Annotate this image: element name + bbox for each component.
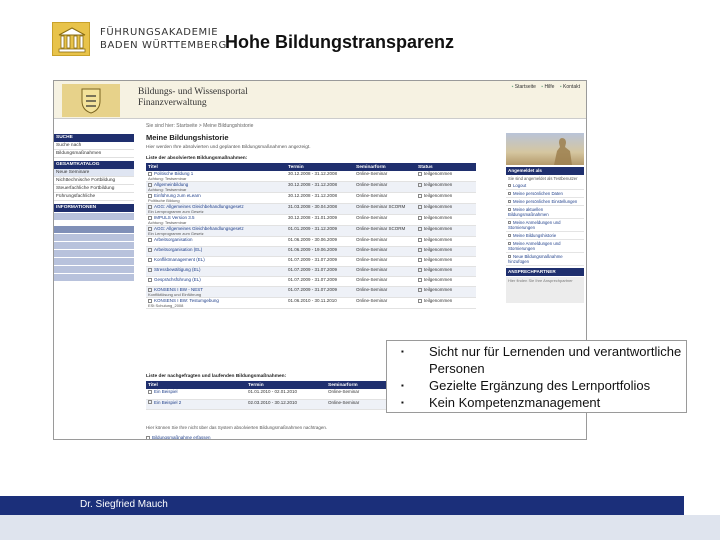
nav-placeholder — [54, 213, 134, 220]
cell-form: Online-Seminar — [326, 389, 406, 399]
course-title-link[interactable]: Stressbewältigung (EL) — [154, 267, 201, 272]
building-icon — [52, 22, 90, 56]
table-row[interactable] — [146, 298, 476, 309]
cell-term: 01.07.2009 - 31.07.2009 — [286, 287, 354, 298]
column-header-term[interactable]: Termin — [286, 163, 354, 171]
cell-status — [416, 226, 476, 237]
cell-status — [416, 182, 476, 193]
cell-term: 01.06.2009 - 30.06.2009 — [286, 237, 354, 247]
sidebar-link[interactable] — [506, 206, 584, 219]
sidebar-link[interactable] — [506, 190, 584, 198]
course-subtitle: Achtung: Testseminar — [148, 187, 187, 192]
cell-term: 01.01.2009 - 31.12.2009 — [286, 226, 354, 237]
status-icon — [418, 299, 422, 303]
course-title-link[interactable]: Einführung zum eLearn — [154, 193, 201, 198]
status-label: teilgenommen — [424, 277, 453, 282]
status-label: teilgenommen — [424, 215, 453, 220]
slide-title: Hohe Bildungstransparenz — [225, 32, 455, 52]
footnote: Hier können Sie Ihre nicht über das System absolvierten Bildungsmaßnahmen nachtragen. — [146, 425, 328, 430]
column-header-term[interactable]: Termin — [246, 381, 326, 389]
course-title-link[interactable]: KONSENS I BW - NEST — [154, 287, 204, 292]
document-icon — [148, 238, 152, 242]
completed-courses-table — [146, 163, 476, 309]
status-label: teilgenommen — [424, 171, 453, 176]
cell-title — [146, 226, 286, 237]
portal-header — [54, 81, 586, 119]
arrow-icon — [508, 192, 511, 195]
portal-title-line-2: Finanzverwaltung — [138, 98, 207, 108]
cell-title — [146, 204, 286, 215]
sidebar-link-label: Meine persönlichen Daten — [513, 191, 563, 196]
status-label: teilgenommen — [424, 182, 453, 187]
cell-status — [416, 204, 476, 215]
cell-title — [146, 257, 286, 267]
cell-status — [416, 247, 476, 257]
status-icon — [418, 258, 422, 262]
cell-form: Online-Seminar — [354, 237, 416, 247]
table-row[interactable] — [146, 247, 476, 257]
status-icon — [418, 227, 422, 231]
sidebar-link[interactable] — [506, 232, 584, 240]
main-content — [146, 133, 476, 309]
status-icon — [418, 268, 422, 272]
nav-head-search: SUCHE — [54, 134, 134, 142]
cell-status — [416, 193, 476, 204]
cell-title — [146, 298, 286, 309]
breadcrumb: Sie sind hier: Startseite > Meine Bildungshistorie — [146, 123, 254, 129]
completed-list-heading: Liste der absolvierten Bildungsmaßnahmen: — [146, 156, 248, 161]
table-row[interactable] — [146, 287, 476, 298]
nav-placeholder — [54, 226, 134, 233]
cell-form: Online-Seminar — [326, 399, 406, 409]
add-course-link[interactable] — [146, 435, 211, 440]
status-icon — [418, 216, 422, 220]
sidebar-link[interactable] — [506, 198, 584, 206]
cell-title — [146, 215, 286, 226]
contact-box-heading: ANSPRECHPARTNER — [506, 268, 584, 276]
nav-placeholder — [54, 242, 134, 249]
cell-form: Online-Seminar — [354, 182, 416, 193]
cell-form: Online-Seminar — [354, 215, 416, 226]
sidebar-link-label: Meine Anmeldungen und Stornierungen — [508, 220, 561, 230]
course-subtitle: Achtung: Testseminar — [148, 220, 187, 225]
cell-status — [416, 237, 476, 247]
course-title-link[interactable]: IMPULS Version 3.5 — [154, 215, 195, 220]
top-link-contact[interactable]: ▪ Kontakt — [560, 84, 580, 90]
cell-term: 01.06.2010 - 30.11.2010 — [286, 298, 354, 309]
cell-form: Online-Seminar — [354, 247, 416, 257]
sidebar-link-label: Meine persönlichen Einstellungen — [513, 199, 578, 204]
cell-form: Online-Seminar — [354, 193, 416, 204]
status-label: teilgenommen — [424, 298, 453, 303]
table-row[interactable] — [146, 182, 476, 193]
cell-status — [416, 267, 476, 277]
status-label: teilgenommen — [424, 193, 453, 198]
cell-title — [146, 287, 286, 298]
pending-list — [146, 374, 406, 410]
course-title-link[interactable]: Politische Bildung 1 — [154, 171, 194, 176]
table-row[interactable] — [146, 277, 476, 287]
status-label: teilgenommen — [424, 247, 453, 252]
sidebar-link[interactable] — [506, 219, 584, 232]
course-subtitle: Politische Bildung — [148, 198, 180, 203]
user-box-text: Sie sind angemeldet als Testbenutzer — [508, 176, 578, 181]
cell-status — [416, 257, 476, 267]
document-icon — [148, 400, 152, 404]
table-row[interactable] — [146, 399, 406, 409]
cell-status — [416, 277, 476, 287]
cell-title — [146, 247, 286, 257]
sidebar-link-label: Meine aktuellen Bildungsmaßnahmen — [508, 207, 549, 217]
footer-author: Dr. Siegfried Mauch — [80, 499, 168, 510]
status-icon — [418, 238, 422, 242]
status-icon — [418, 205, 422, 209]
logo-line-2: BADEN WÜRTTEMBERG — [100, 40, 227, 51]
cell-title — [146, 237, 286, 247]
status-icon — [418, 172, 422, 176]
status-label: teilgenommen — [424, 204, 453, 209]
column-header-title[interactable]: Titel — [146, 381, 246, 389]
arrow-icon — [508, 255, 511, 258]
logo-line-1: FÜHRUNGSAKADEMIE — [100, 27, 219, 38]
cell-term: 01.07.2009 - 31.07.2009 — [286, 267, 354, 277]
status-icon — [418, 194, 422, 198]
course-title-link[interactable]: Ein Beispiel — [154, 389, 178, 394]
status-icon — [418, 183, 422, 187]
course-title-link[interactable]: AGG: Allgemeines Gleichbehandlungsgesetz — [154, 204, 244, 209]
status-label: teilgenommen — [424, 287, 453, 292]
cell-form: Online-Seminar — [354, 267, 416, 277]
arrow-icon — [508, 221, 511, 224]
course-title-link[interactable]: Arbeitsorganisation (EL) — [154, 247, 203, 252]
cell-title — [146, 277, 286, 287]
course-title-link[interactable]: KONSENS I BW: Testumgebung — [154, 298, 219, 303]
nav-head-catalog: GESAMTKATALOG — [54, 161, 134, 169]
column-header-title[interactable]: Titel — [146, 163, 286, 171]
cell-status — [416, 298, 476, 309]
portal-title — [138, 87, 248, 109]
cell-title — [146, 171, 286, 182]
add-course-link-label: Bildungsmaßnahme erfassen — [152, 435, 211, 440]
cell-form: Online-Seminar SCORM — [354, 204, 416, 215]
cell-term: 01.01.2010 - 02.01.2010 — [246, 389, 326, 399]
nav-item-leadership[interactable]: Führungsfachliche — [54, 193, 134, 201]
status-label: teilgenommen — [424, 226, 453, 231]
cell-title — [146, 399, 246, 409]
status-icon — [418, 248, 422, 252]
bullet-item: ▪ Sicht nur für Lernenden und verantwortliche Personen — [401, 343, 682, 377]
document-icon — [148, 258, 152, 262]
academy-logo — [52, 22, 227, 56]
table-row[interactable] — [146, 237, 476, 247]
coat-of-arms-icon — [62, 84, 120, 117]
cell-term: 30.12.2008 - 31.12.2008 — [286, 171, 354, 182]
document-icon — [148, 268, 152, 272]
course-title-link[interactable]: Arbeitsorganisation — [154, 237, 193, 242]
course-title-link[interactable]: Gesprächsführung (EL) — [154, 277, 201, 282]
user-box-heading: Angemeldet als — [506, 167, 584, 175]
cell-status — [416, 215, 476, 226]
status-label: teilgenommen — [424, 257, 453, 262]
nav-head-info: INFORMATIONEN — [54, 204, 134, 212]
arrow-icon — [508, 208, 511, 211]
arrow-icon — [508, 234, 511, 237]
right-sidebar — [506, 133, 584, 303]
sidebar-link[interactable] — [506, 240, 584, 253]
status-label: teilgenommen — [424, 237, 453, 242]
cell-form: Online-Seminar — [354, 287, 416, 298]
column-header-form[interactable]: Seminarform — [326, 381, 406, 389]
status-icon — [418, 288, 422, 292]
nav-item-nontechnical[interactable]: Nichttechnische Fortbildung — [54, 177, 134, 185]
portal-title-line-1: Bildungs- und Wissensportal — [138, 87, 248, 97]
statue-image — [506, 133, 584, 165]
sidebar-link-label: Logout — [513, 183, 527, 188]
pending-list-heading: Liste der nachgefragten und laufenden Bildungsmaßnahmen: — [146, 374, 287, 379]
nav-placeholder — [54, 234, 134, 241]
cell-term: 30.12.2008 - 31.12.2008 — [286, 193, 354, 204]
bullet-callout — [386, 340, 687, 413]
page-heading: Meine Bildungshistorie — [146, 133, 229, 142]
sidebar-link-label: Meine Bildungshistorie — [513, 233, 557, 238]
top-links — [508, 84, 580, 90]
nav-item-search[interactable]: Suche nach — [54, 142, 134, 150]
sidebar-link[interactable] — [506, 253, 584, 266]
cell-title — [146, 182, 286, 193]
status-label: teilgenommen — [424, 267, 453, 272]
bullet-item: ▪ Kein Kompetenzmanagement — [401, 394, 682, 411]
table-row[interactable] — [146, 204, 476, 215]
table-row[interactable] — [146, 257, 476, 267]
course-subtitle: ESt Schulung_2008 — [148, 303, 184, 308]
table-row[interactable] — [146, 226, 476, 237]
document-icon — [148, 390, 152, 394]
status-icon — [418, 278, 422, 282]
add-icon — [146, 436, 150, 440]
table-row[interactable] — [146, 267, 476, 277]
cell-title — [146, 267, 286, 277]
table-row[interactable] — [146, 215, 476, 226]
cell-form: Online-Seminar — [354, 277, 416, 287]
cell-status — [416, 171, 476, 182]
left-navigation — [54, 131, 134, 431]
column-header-status[interactable]: Status — [416, 163, 476, 171]
cell-form: Online-Seminar — [354, 257, 416, 267]
nav-placeholder — [54, 266, 134, 273]
intro-text: Hier werden Ihre absolvierten und geplanten Bildungsmaßnahmen angezeigt. — [146, 145, 311, 150]
table-row[interactable] — [146, 171, 476, 182]
document-icon — [148, 278, 152, 282]
cell-term: 30.12.2008 - 31.12.2008 — [286, 182, 354, 193]
bullet-list — [401, 343, 682, 411]
cell-form: Online-Seminar — [354, 298, 416, 309]
nav-placeholder — [54, 250, 134, 257]
cell-term: 30.12.2008 - 31.01.2009 — [286, 215, 354, 226]
nav-placeholder — [54, 258, 134, 265]
bullet-item: ▪ Gezielte Ergänzung des Lernportfolios — [401, 377, 682, 394]
cell-form: Online-Seminar SCORM — [354, 226, 416, 237]
contact-box-text: Hier finden Sie Ihre Ansprechpartner — [506, 277, 584, 303]
cell-term: 02.03.2010 - 30.12.2010 — [246, 399, 326, 409]
cell-term: 31.03.2008 - 30.04.2008 — [286, 204, 354, 215]
arrow-icon — [508, 200, 511, 203]
cell-term: 01.07.2009 - 31.07.2009 — [286, 257, 354, 267]
nav-item-new-seminars[interactable]: Neue Seminare — [54, 169, 134, 177]
cell-title — [146, 193, 286, 204]
cell-status — [416, 287, 476, 298]
course-subtitle: Achtung: Testseminar — [148, 176, 187, 181]
cell-title — [146, 389, 246, 399]
document-icon — [148, 248, 152, 252]
course-subtitle: Ein Lernprogramm zum Gesetz — [148, 209, 204, 214]
table-row[interactable] — [146, 193, 476, 204]
cell-form: Online-Seminar — [354, 171, 416, 182]
course-title-link[interactable]: AGG: Allgemeines Gleichbehandlungsgesetz — [154, 226, 244, 231]
nav-item-search-courses[interactable]: Bildungsmaßnahmen — [54, 150, 134, 158]
course-subtitle: Konfliktlösung und Einführung — [148, 292, 202, 297]
course-title-link[interactable]: Allgemeinbildung — [154, 182, 189, 187]
nav-placeholder — [54, 274, 134, 281]
sidebar-link-label: Meine Anmeldungen und Stornierungen — [508, 241, 561, 251]
arrow-icon — [508, 242, 511, 245]
arrow-icon — [508, 184, 511, 187]
top-link-help[interactable]: ▪ Hilfe — [541, 84, 554, 90]
table-row[interactable] — [146, 389, 406, 399]
course-title-link[interactable]: Konfliktmanagement (EL) — [154, 257, 205, 262]
column-header-form[interactable]: Seminarform — [354, 163, 416, 171]
pending-courses-table — [146, 381, 406, 410]
course-title-link[interactable]: Ein Beispiel 2 — [154, 399, 182, 405]
nav-item-tax[interactable]: Steuerfachliche Fortbildung — [54, 185, 134, 193]
logo-text — [100, 26, 227, 52]
sidebar-link-label: Neue Bildungsmaßnahme hinzufügen — [508, 254, 563, 264]
cell-term: 01.07.2009 - 31.07.2009 — [286, 277, 354, 287]
cell-term: 01.06.2009 - 19.06.2009 — [286, 247, 354, 257]
top-link-start[interactable]: ▪ Startseite — [512, 84, 536, 90]
course-subtitle: Ein Lernprogramm zum Gesetz — [148, 231, 204, 236]
sidebar-link[interactable] — [506, 182, 584, 190]
footer-band — [0, 515, 720, 540]
